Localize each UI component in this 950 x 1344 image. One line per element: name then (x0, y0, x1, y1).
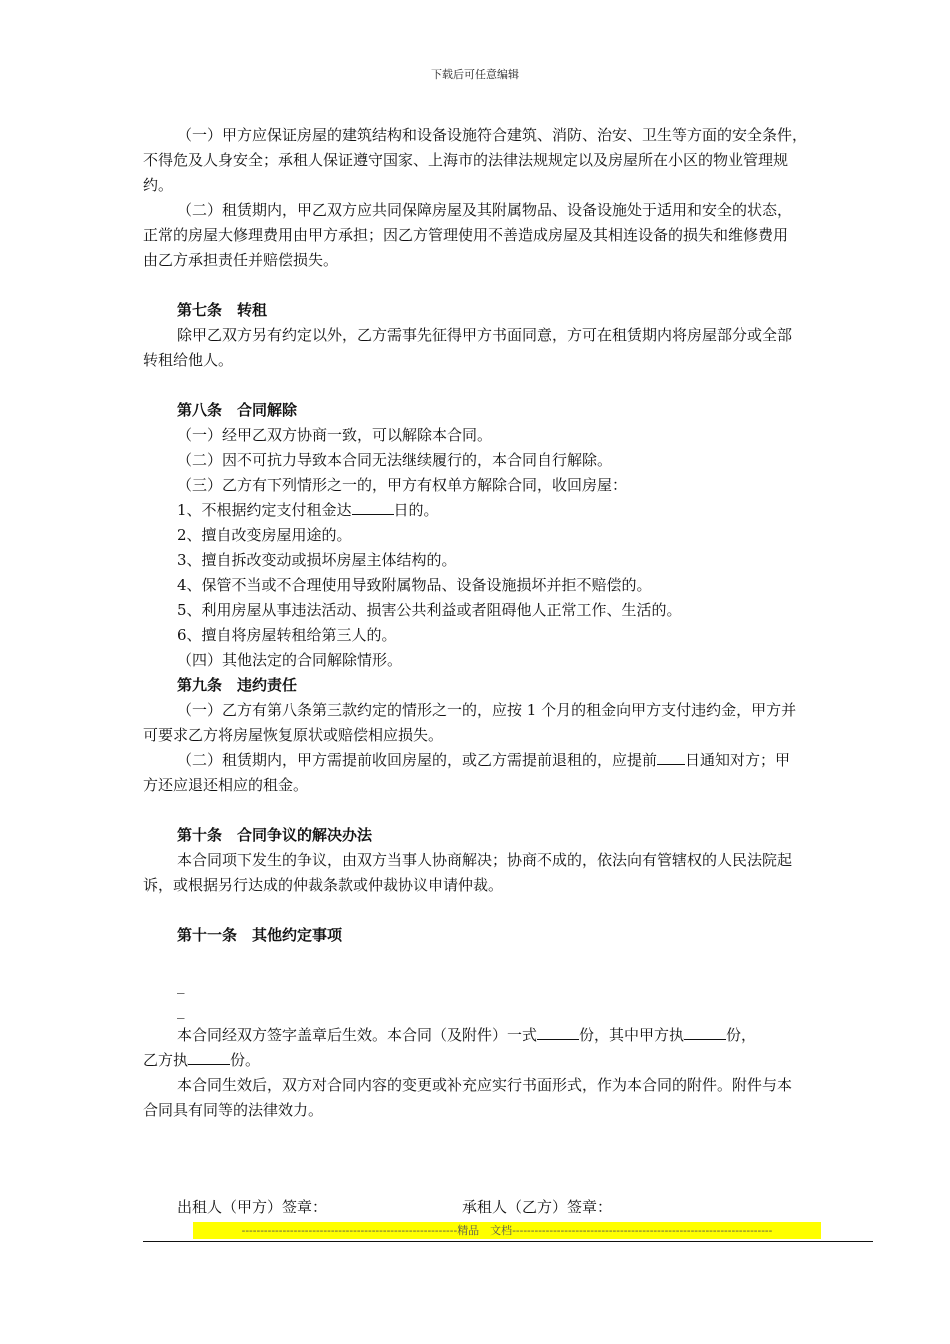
effect-line1 (177, 1025, 756, 1045)
article-9-title: 第九条 违约责任 (177, 676, 298, 694)
article-8-sub1 (177, 500, 439, 520)
effect-text-d: 乙方执 (143, 1051, 189, 1069)
article-8-sub6: 6、擅自将房屋转租给第三人的。 (177, 626, 397, 644)
article-8-sub3: 3、擅自拆改变动或损坏房屋主体结构的。 (177, 551, 457, 569)
article-8-sub5: 5、利用房屋从事违法活动、损害公共利益或者阻碍他人正常工作、生活的。 (177, 601, 682, 619)
article-7-line2: 转租给他人。 (143, 351, 234, 369)
effect-text-b: 份，其中甲方执 (579, 1026, 685, 1044)
lessor-signature-label: 出租人（甲方）签章： (177, 1198, 328, 1216)
effect-text-e: 份。 (230, 1051, 261, 1069)
article-9-a-line2: 可要求乙方将房屋恢复原状或赔偿相应损失。 (143, 726, 444, 744)
lessee-signature-label: 承租人（乙方）签章： (462, 1198, 613, 1216)
days-blank (352, 500, 394, 515)
blank-line-2: _ (177, 1001, 185, 1019)
article-9-b-text: （二）租赁期内，甲方需提前收回房屋的，或乙方需提前退租的，应提前 (177, 751, 658, 769)
article-10-line2: 诉，或根据另行达成的仲裁条款或仲裁协议申请仲裁。 (143, 876, 504, 894)
footer-banner (193, 1222, 821, 1239)
amendment-line2: 合同具有同等的法律效力。 (143, 1101, 324, 1119)
article-8-item3: （三）乙方有下列情形之一的，甲方有权单方解除合同，收回房屋： (177, 476, 628, 494)
effect-text-a: 本合同经双方签字盖章后生效。本合同（及附件）一式 (177, 1026, 538, 1044)
article-7-title: 第七条 转租 (177, 301, 268, 319)
article-8-sub4: 4、保管不当或不合理使用导致附属物品、设备设施损坏并拒不赔偿的。 (177, 576, 652, 594)
article-8-item2: （二）因不可抗力导致本合同无法继续履行的，本合同自行解除。 (177, 451, 613, 469)
article-8-item1: （一）经甲乙双方协商一致，可以解除本合同。 (177, 426, 493, 444)
footer-rule (143, 1241, 873, 1242)
clause-6-2-line2: 正常的房屋大修理费用由甲方承担；因乙方管理使用不善造成房屋及其相连设备的损失和维修费用 (143, 226, 789, 244)
footer-dashes-right: ---------------------------------------------------------------------- (512, 1224, 773, 1237)
copies-party-b-blank (188, 1050, 230, 1065)
article-7-line1: 除甲乙双方另有约定以外，乙方需事先征得甲方书面同意，方可在租赁期内将房屋部分或全部 (177, 326, 793, 344)
footer-dashes-left: ---------------------------------------------------------- (241, 1224, 458, 1237)
copies-total-blank (537, 1025, 579, 1040)
blank-line-1: _ (177, 976, 185, 994)
copies-party-a-blank (684, 1025, 726, 1040)
notice-days-blank (657, 750, 685, 765)
clause-6-1-line1: （一）甲方应保证房屋的建筑结构和设备设施符合建筑、消防、治安、卫生等方面的安全条件， (177, 126, 808, 144)
article-8-sub1-end: 日的。 (393, 501, 439, 519)
article-8-sub2: 2、擅自改变房屋用途的。 (177, 526, 352, 544)
article-11-title: 第十一条 其他约定事项 (177, 926, 343, 944)
article-10-title: 第十条 合同争议的解决办法 (177, 826, 373, 844)
article-8-title: 第八条 合同解除 (177, 401, 298, 419)
article-8-sub1-text: 1、不根据约定支付租金达 (177, 501, 352, 519)
clause-6-2-line3: 由乙方承担责任并赔偿损失。 (143, 251, 339, 269)
clause-6-1-line2: 不得危及人身安全；承租人保证遵守国家、上海市的法律法规规定以及房屋所在小区的物业管理规 (143, 151, 789, 169)
footer-label: 精品 文档 (457, 1224, 513, 1237)
article-9-b-line2: 方还应退还相应的租金。 (143, 776, 309, 794)
clause-6-2-line1: （二）租赁期内，甲乙双方应共同保障房屋及其附属物品、设备设施处于适用和安全的状态， (177, 201, 793, 219)
article-8-item4: （四）其他法定的合同解除情形。 (177, 651, 403, 669)
article-10-line1: 本合同项下发生的争议，由双方当事人协商解决；协商不成的，依法向有管辖权的人民法院起 (177, 851, 793, 869)
page-header: 下载后可任意编辑 (431, 68, 519, 81)
article-9-b-end: 日通知对方；甲 (685, 751, 791, 769)
clause-6-1-line3: 约。 (143, 176, 174, 194)
amendment-line1: 本合同生效后，双方对合同内容的变更或补充应实行书面形式，作为本合同的附件。附件与本 (177, 1076, 793, 1094)
effect-text-c: 份， (726, 1026, 757, 1044)
article-9-b-line1 (177, 750, 790, 770)
article-9-a-line1: （一）乙方有第八条第三款约定的情形之一的，应按 1 个月的租金向甲方支付违约金，甲方并 (177, 701, 797, 719)
effect-line2 (143, 1050, 260, 1070)
